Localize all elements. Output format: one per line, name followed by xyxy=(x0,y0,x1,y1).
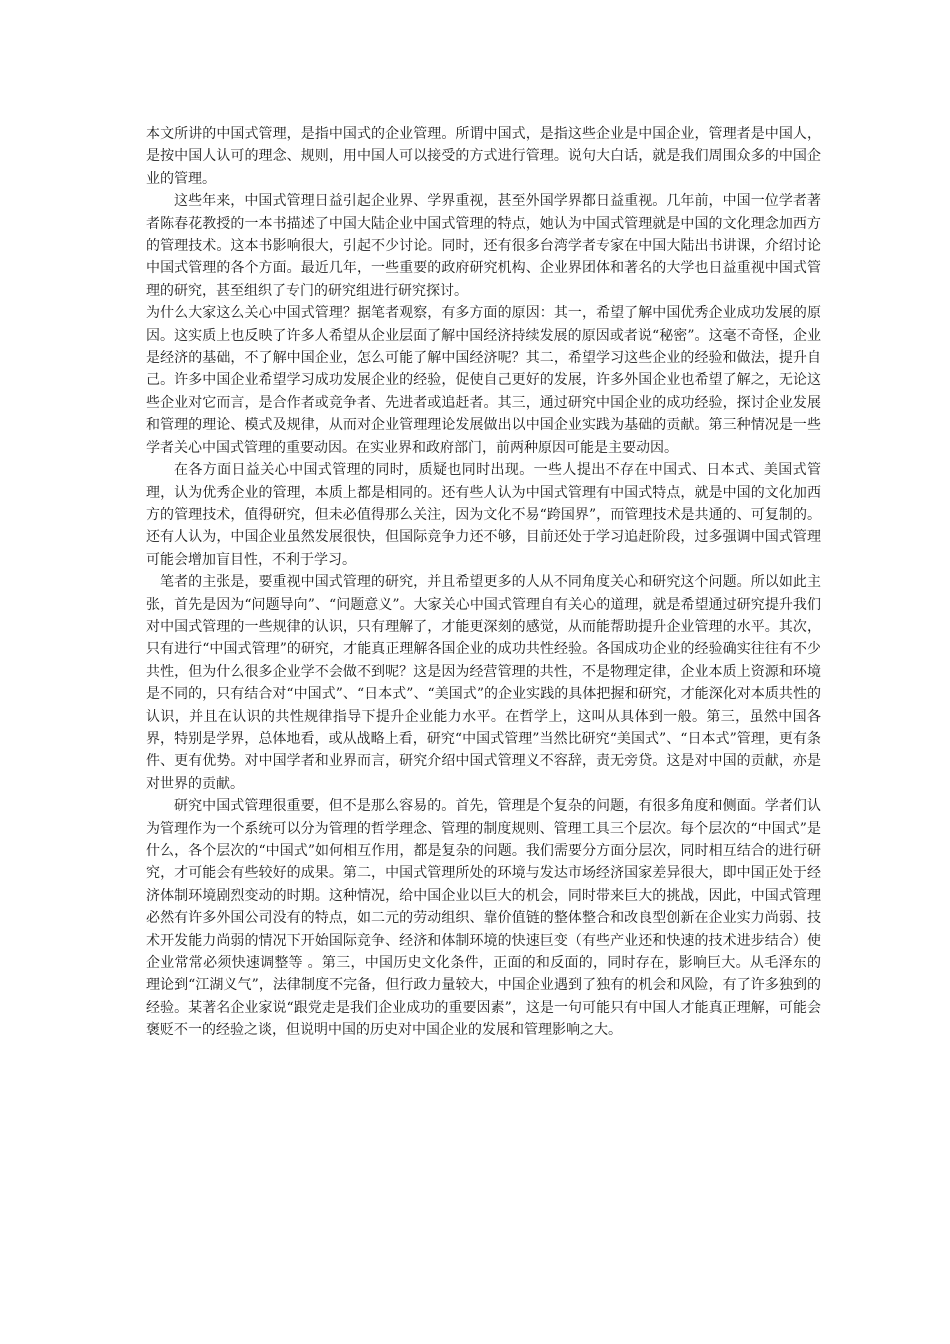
article-body xyxy=(146,123,821,1042)
paragraph-difficulty: 研究中国式管理很重要，但不是那么容易的。首先，管理是个复杂的问题，有很多角度和侧面。学者们认为管理作为一个系统可以分为管理的哲学理念、管理的制度规则、管理工具三个层次。每个层次的“中国式”是什么，各个层次的“中国式”如何相互作用，都是复杂的问题。我们需要分方面分层次，同时相互结合的进行研究，才可能会有些较好的成果。第二，中国式管理所处的环境与发达市场经济国家差异很大，即中国正处于经济体制环境剧烈变动的时期。这种情况，给中国企业以巨大的机会，同时带来巨大的挑战，因此，中国式管理必然有许多外国公司没有的特点，如二元的劳动组织、靠价值链的整体整合和改良型创新在企业实力尚弱、技术开发能力尚弱的情况下开始国际竞争、经济和体制环境的快速巨变（有些产业还和快速的技术进步结合）使企业常常必须快速调整等 。第三，中国历史文化条件，正面的和反面的，同时存在，影响巨大。从毛泽东的理论到“江湖义气”，法律制度不完备，但行政力量较大，中国企业遇到了独有的机会和风险，有了许多独到的经验。某著名企业家说“跟党走是我们企业成功的重要因素”，这是一句可能只有中国人才能真正理解，可能会褒贬不一的经验之谈，但说明中国的历史对中国企业的发展和管理影响之大。 xyxy=(146,798,821,1039)
paragraph-background: 这些年来，中国式管理日益引起企业界、学界重视，甚至外国学界都日益重视。几年前，中国一位学者著者陈春花教授的一本书描述了中国大陆企业中国式管理的特点，她认为中国式管理就是中国的文化理念加西方的管理技术。这本书影响很大，引起不少讨论。同时，还有很多台湾学者专家在中国大陆出书讲课，介绍讨论中国式管理的各个方面。最近几年，一些重要的政府研究机构、企业界团体和著名的大学也日益重视中国式管理的研究，甚至组织了专门的研究组进行研究探讨。 xyxy=(146,193,821,299)
paragraph-argument: 笔者的主张是，要重视中国式管理的研究，并且希望更多的人从不同角度关心和研究这个问题。所以如此主张，首先是因为“问题导向”、“问题意义”。大家关心中国式管理自有关心的道理，就是希望通过研究提升我们对中国式管理的一些规律的认识，只有理解了，才能更深刻的感觉，从而能帮助提升企业管理的水平。其次，只有进行“中国式管理”的研究，才能真正理解各国企业的成功共性经验。各国成功企业的经验确实往往有不少共性，但为什么很多企业学不会做不到呢？这是因为经营管理的共性，不是物理定律，企业本质上资源和环境是不同的，只有结合对“中国式”、“日本式”、“美国式”的企业实践的具体把握和研究，才能深化对本质共性的认识，并且在认识的共性规律指导下提升企业能力水平。在哲学上，这叫从具体到一般。第三，虽然中国各界，特别是学界，总体地看，或从战略上看，研究“中国式管理”当然比研究“美国式”、“日本式”管理，更有条件、更有优势。对中国学者和业界而言，研究介绍中国式管理义不容辞，责无旁贷。这是对中国的贡献，亦是对世界的贡献。 xyxy=(146,574,821,792)
paragraph-doubts: 在各方面日益关心中国式管理的同时，质疑也同时出现。一些人提出不存在中国式、日本式、美国式管理，认为优秀企业的管理，本质上都是相同的。还有些人认为中国式管理有中国式特点，就是中国的文化加西方的管理技术，值得研究，但未必值得那么关注，因为文化不易“跨国界”，而管理技术是共通的、可复制的。还有人认为，中国企业虽然发展很快，但国际竞争力还不够，目前还处于学习追赶阶段，过多强调中国式管理可能会增加盲目性，不利于学习。 xyxy=(146,462,821,568)
paragraph-reasons: 为什么大家这么关心中国式管理？据笔者观察，有多方面的原因：其一，希望了解中国优秀企业成功发展的原因。这实质上也反映了许多人希望从企业层面了解中国经济持续发展的原因或者说“秘密”。这毫不奇怪，企业是经济的基础，不了解中国企业，怎么可能了解中国经济呢？其二，希望学习这些企业的经验和做法，提升自己。许多中国企业希望学习成功发展企业的经验，促使自己更好的发展，许多外国企业也希望了解之，无论这些企业对它而言，是合作者或竞争者、先进者或追赶者。其三，通过研究中国企业的成功经验，探讨企业发展和管理的理论、模式及规律，从而对企业管理理论发展做出以中国企业实践为基础的贡献。第三种情况是一些学者关心中国式管理的重要动因。在实业界和政府部门，前两种原因可能是主要动因。 xyxy=(146,305,821,456)
paragraph-definition: 本文所讲的中国式管理，是指中国式的企业管理。所谓中国式，是指这些企业是中国企业，管理者是中国人，是按中国人认可的理念、规则，用中国人可以接受的方式进行管理。说句大白话，就是我们周围众多的中国企业的管理。 xyxy=(146,126,821,187)
